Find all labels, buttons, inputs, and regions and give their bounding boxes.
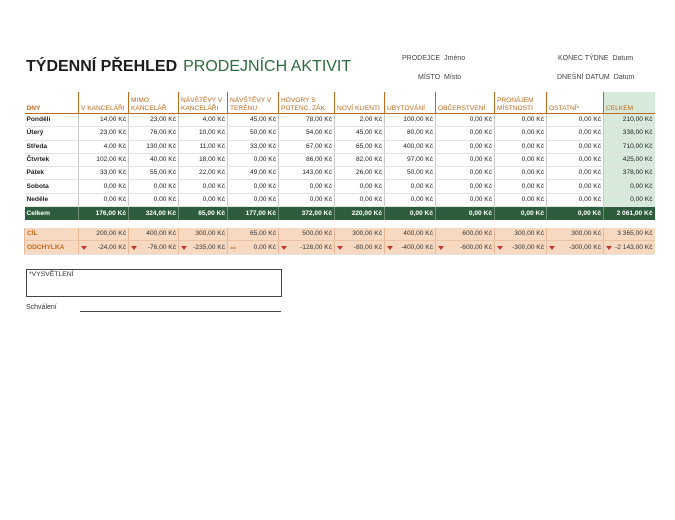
- value-cell[interactable]: 55,00 Kč: [129, 167, 179, 180]
- approval-signature-line[interactable]: [80, 311, 281, 312]
- week-end-field: [558, 55, 633, 62]
- goal-cell[interactable]: 300,00 Kč: [495, 228, 547, 241]
- value-cell[interactable]: 0,00 Kč: [385, 180, 436, 193]
- notes-box[interactable]: [26, 269, 282, 297]
- today-label: DNEŠNÍ DATUM: [557, 74, 610, 81]
- down-arrow-icon: [337, 246, 343, 250]
- down-arrow-icon: [387, 246, 393, 250]
- table-row: [25, 193, 655, 206]
- table-row: [25, 127, 655, 140]
- total-row: [25, 207, 655, 221]
- value-cell[interactable]: 0,00 Kč: [129, 193, 179, 206]
- total-cell: 0,00 Kč: [547, 207, 604, 221]
- total-cell: 220,00 Kč: [335, 207, 385, 221]
- title-bold: TÝDENNÍ PŘEHLED: [26, 58, 178, 75]
- value-cell[interactable]: 67,00 Kč: [279, 140, 335, 153]
- location-field: [418, 74, 461, 81]
- value-cell[interactable]: 4,00 Kč: [79, 140, 129, 153]
- value-cell[interactable]: 0,00 Kč: [179, 193, 228, 206]
- total-cell: 177,00 Kč: [228, 207, 279, 221]
- down-arrow-icon: [181, 246, 187, 250]
- deviation-cell: [228, 241, 279, 254]
- deviation-value: -80,00 Kč: [353, 243, 382, 251]
- value-cell[interactable]: 0,00 Kč: [436, 140, 495, 153]
- value-cell[interactable]: 0,00 Kč: [547, 193, 604, 206]
- value-cell[interactable]: 0,00 Kč: [495, 153, 547, 166]
- total-cell: 324,00 Kč: [129, 207, 179, 221]
- value-cell[interactable]: 97,00 Kč: [385, 153, 436, 166]
- value-cell[interactable]: 0,00 Kč: [335, 180, 385, 193]
- value-cell[interactable]: 100,00 Kč: [385, 114, 436, 127]
- spacer-row: [25, 220, 655, 228]
- value-cell[interactable]: 0,00 Kč: [547, 114, 604, 127]
- deviation-value: -2 143,00 Kč: [615, 243, 653, 251]
- value-cell[interactable]: 0,00 Kč: [495, 140, 547, 153]
- value-cell[interactable]: 45,00 Kč: [335, 127, 385, 140]
- goal-cell[interactable]: 400,00 Kč: [129, 228, 179, 241]
- header-days: DNY: [25, 92, 79, 114]
- value-cell[interactable]: 0,00 Kč: [495, 167, 547, 180]
- value-cell[interactable]: 0,00 Kč: [179, 180, 228, 193]
- value-cell[interactable]: 0,00 Kč: [495, 180, 547, 193]
- deviation-cell: [495, 241, 547, 254]
- down-arrow-icon: [549, 246, 555, 250]
- deviation-value: -235,00 Kč: [193, 243, 225, 251]
- row-total-cell: 425,00 Kč: [604, 153, 655, 166]
- header-in-office: V KANCELÁŘI: [79, 92, 129, 114]
- value-cell[interactable]: 0,00 Kč: [385, 193, 436, 206]
- day-label: Úterý: [25, 127, 79, 140]
- value-cell[interactable]: 33,00 Kč: [228, 140, 279, 153]
- value-cell[interactable]: 0,00 Kč: [228, 193, 279, 206]
- day-label: Pondělí: [25, 114, 79, 127]
- deviation-value: -128,00 Kč: [300, 243, 332, 251]
- down-arrow-icon: [606, 246, 612, 250]
- today-field: [557, 74, 634, 81]
- header-lodging: UBYTOVÁNÍ: [385, 92, 436, 114]
- value-cell[interactable]: 14,00 Kč: [79, 114, 129, 127]
- seller-field: [402, 55, 465, 62]
- header-other: OSTATNÍ*: [547, 92, 604, 114]
- value-cell[interactable]: 2,00 Kč: [335, 114, 385, 127]
- value-cell[interactable]: 0,00 Kč: [436, 180, 495, 193]
- deviation-value: 0,00 Kč: [253, 243, 276, 251]
- seller-value[interactable]: Jméno: [444, 55, 466, 62]
- value-cell[interactable]: 78,00 Kč: [279, 114, 335, 127]
- row-total-cell: 0,00 Kč: [604, 180, 655, 193]
- value-cell[interactable]: 82,00 Kč: [335, 153, 385, 166]
- goal-cell[interactable]: 300,00 Kč: [335, 228, 385, 241]
- header-out-of-office: MIMO KANCELÁŘ: [129, 92, 179, 114]
- deviation-cell: [547, 241, 604, 254]
- value-cell[interactable]: 0,00 Kč: [279, 180, 335, 193]
- goal-cell[interactable]: 300,00 Kč: [547, 228, 604, 241]
- value-cell[interactable]: 0,00 Kč: [547, 153, 604, 166]
- value-cell[interactable]: 23,00 Kč: [129, 114, 179, 127]
- value-cell[interactable]: 102,00 Kč: [79, 153, 129, 166]
- value-cell[interactable]: 49,00 Kč: [228, 167, 279, 180]
- deviation-value: -300,00 Kč: [512, 243, 544, 251]
- deviation-cell: [436, 241, 495, 254]
- value-cell[interactable]: 0,00 Kč: [547, 127, 604, 140]
- page-title: [26, 58, 351, 76]
- value-cell[interactable]: 0,00 Kč: [436, 167, 495, 180]
- value-cell[interactable]: 23,00 Kč: [79, 127, 129, 140]
- header-room-rental: PRONÁJEM MÍSTNOSTI: [495, 92, 547, 114]
- deviation-value: -400,00 Kč: [401, 243, 433, 251]
- header-total: CELKEM: [604, 92, 655, 114]
- value-cell[interactable]: 0,00 Kč: [279, 193, 335, 206]
- value-cell[interactable]: 130,00 Kč: [129, 140, 179, 153]
- week-end-label: KONEC TÝDNE: [558, 55, 609, 62]
- grand-total-cell: 2 061,00 Kč: [604, 207, 655, 221]
- total-label: Celkem: [25, 207, 79, 221]
- value-cell[interactable]: 50,00 Kč: [228, 127, 279, 140]
- day-label: Sobota: [25, 180, 79, 193]
- day-label: Čtvrtek: [25, 153, 79, 166]
- total-cell: 65,00 Kč: [179, 207, 228, 221]
- deviation-cell: [279, 241, 335, 254]
- day-label: Pátek: [25, 167, 79, 180]
- goal-cell[interactable]: 400,00 Kč: [385, 228, 436, 241]
- value-cell[interactable]: 86,00 Kč: [279, 153, 335, 166]
- total-cell: 0,00 Kč: [436, 207, 495, 221]
- value-cell[interactable]: 40,00 Kč: [129, 153, 179, 166]
- deviation-label: ODCHYLKA: [25, 241, 79, 254]
- value-cell[interactable]: 0,00 Kč: [79, 180, 129, 193]
- seller-label: PRODEJCE: [402, 55, 441, 62]
- approval-label: Schválení: [26, 304, 57, 311]
- goal-total-cell: 3 365,00 Kč: [604, 228, 655, 241]
- table-row: [25, 153, 655, 166]
- value-cell[interactable]: 4,00 Kč: [179, 114, 228, 127]
- deviation-cell: [335, 241, 385, 254]
- value-cell[interactable]: 76,00 Kč: [129, 127, 179, 140]
- location-value[interactable]: Místo: [444, 74, 462, 81]
- value-cell[interactable]: 0,00 Kč: [335, 193, 385, 206]
- value-cell[interactable]: 0,00 Kč: [79, 193, 129, 206]
- row-total-cell: 0,00 Kč: [604, 193, 655, 206]
- value-cell[interactable]: 0,00 Kč: [495, 193, 547, 206]
- day-label: Neděle: [25, 193, 79, 206]
- today-value[interactable]: Datum: [613, 74, 635, 81]
- total-cell: 372,00 Kč: [279, 207, 335, 221]
- deviation-cell: [79, 241, 129, 254]
- deviation-value: -600,00 Kč: [460, 243, 492, 251]
- deviation-cell: [179, 241, 228, 254]
- down-arrow-icon: [131, 246, 137, 250]
- row-total-cell: 210,00 Kč: [604, 114, 655, 127]
- row-total-cell: 338,00 Kč: [604, 127, 655, 140]
- goal-label: CÍL: [25, 228, 79, 241]
- value-cell[interactable]: 143,00 Kč: [279, 167, 335, 180]
- value-cell[interactable]: 54,00 Kč: [279, 127, 335, 140]
- goal-cell[interactable]: 65,00 Kč: [228, 228, 279, 241]
- goal-cell[interactable]: 200,00 Kč: [79, 228, 129, 241]
- deviation-cell: [604, 241, 655, 254]
- value-cell[interactable]: 22,00 Kč: [179, 167, 228, 180]
- row-total-cell: 378,00 Kč: [604, 167, 655, 180]
- down-arrow-icon: [438, 246, 444, 250]
- deviation-cell: [385, 241, 436, 254]
- row-total-cell: 710,00 Kč: [604, 140, 655, 153]
- header-field-visits: NÁVŠTĚVY V TERÉNU: [228, 92, 279, 114]
- flat-indicator-icon: [230, 247, 236, 249]
- header-row: [25, 92, 655, 114]
- goal-cell[interactable]: 600,00 Kč: [436, 228, 495, 241]
- sales-activity-table: [24, 92, 655, 255]
- goal-cell[interactable]: 300,00 Kč: [179, 228, 228, 241]
- goal-cell[interactable]: 500,00 Kč: [279, 228, 335, 241]
- day-label: Středa: [25, 140, 79, 153]
- value-cell[interactable]: 65,00 Kč: [335, 140, 385, 153]
- value-cell[interactable]: 26,00 Kč: [335, 167, 385, 180]
- value-cell[interactable]: 33,00 Kč: [79, 167, 129, 180]
- deviation-value: -24,00 Kč: [97, 243, 126, 251]
- value-cell[interactable]: 0,00 Kč: [129, 180, 179, 193]
- value-cell[interactable]: 0,00 Kč: [495, 114, 547, 127]
- header-prospect-calls: HOVORY S POTENC. ZÁK: [279, 92, 335, 114]
- down-arrow-icon: [81, 246, 87, 250]
- value-cell[interactable]: 10,00 Kč: [179, 127, 228, 140]
- table-row: [25, 114, 655, 127]
- value-cell[interactable]: 0,00 Kč: [436, 127, 495, 140]
- value-cell[interactable]: 0,00 Kč: [547, 180, 604, 193]
- total-cell: 0,00 Kč: [495, 207, 547, 221]
- value-cell[interactable]: 0,00 Kč: [547, 167, 604, 180]
- deviation-value: -76,00 Kč: [147, 243, 176, 251]
- deviation-cell: [129, 241, 179, 254]
- value-cell[interactable]: 0,00 Kč: [547, 140, 604, 153]
- value-cell[interactable]: 0,00 Kč: [436, 193, 495, 206]
- value-cell[interactable]: 45,00 Kč: [228, 114, 279, 127]
- value-cell[interactable]: 400,00 Kč: [385, 140, 436, 153]
- header-new-clients: NOVÍ KLIENTI: [335, 92, 385, 114]
- value-cell[interactable]: 18,00 Kč: [179, 153, 228, 166]
- table-row: [25, 140, 655, 153]
- value-cell[interactable]: 0,00 Kč: [228, 180, 279, 193]
- notes-label: *VYSVĚTLENÍ: [29, 271, 74, 278]
- down-arrow-icon: [281, 246, 287, 250]
- value-cell[interactable]: 0,00 Kč: [436, 153, 495, 166]
- value-cell[interactable]: 0,00 Kč: [495, 127, 547, 140]
- table-row: [25, 167, 655, 180]
- down-arrow-icon: [497, 246, 503, 250]
- location-label: MÍSTO: [418, 74, 441, 81]
- table-row: [25, 180, 655, 193]
- total-cell: 176,00 Kč: [79, 207, 129, 221]
- title-normal: PRODEJNÍCH AKTIVIT: [183, 58, 352, 75]
- value-cell[interactable]: 0,00 Kč: [436, 114, 495, 127]
- value-cell[interactable]: 0,00 Kč: [228, 153, 279, 166]
- header-office-visits: NÁVŠTĚVY V KANCELÁŘI: [179, 92, 228, 114]
- header-refreshments: OBČERSTVENÍ: [436, 92, 495, 114]
- goal-row: [25, 228, 655, 241]
- value-cell[interactable]: 11,00 Kč: [179, 140, 228, 153]
- value-cell[interactable]: 80,00 Kč: [385, 127, 436, 140]
- deviation-row: [25, 241, 655, 254]
- deviation-value: -300,00 Kč: [569, 243, 601, 251]
- week-end-value[interactable]: Datum: [612, 55, 634, 62]
- value-cell[interactable]: 50,00 Kč: [385, 167, 436, 180]
- total-cell: 0,00 Kč: [385, 207, 436, 221]
